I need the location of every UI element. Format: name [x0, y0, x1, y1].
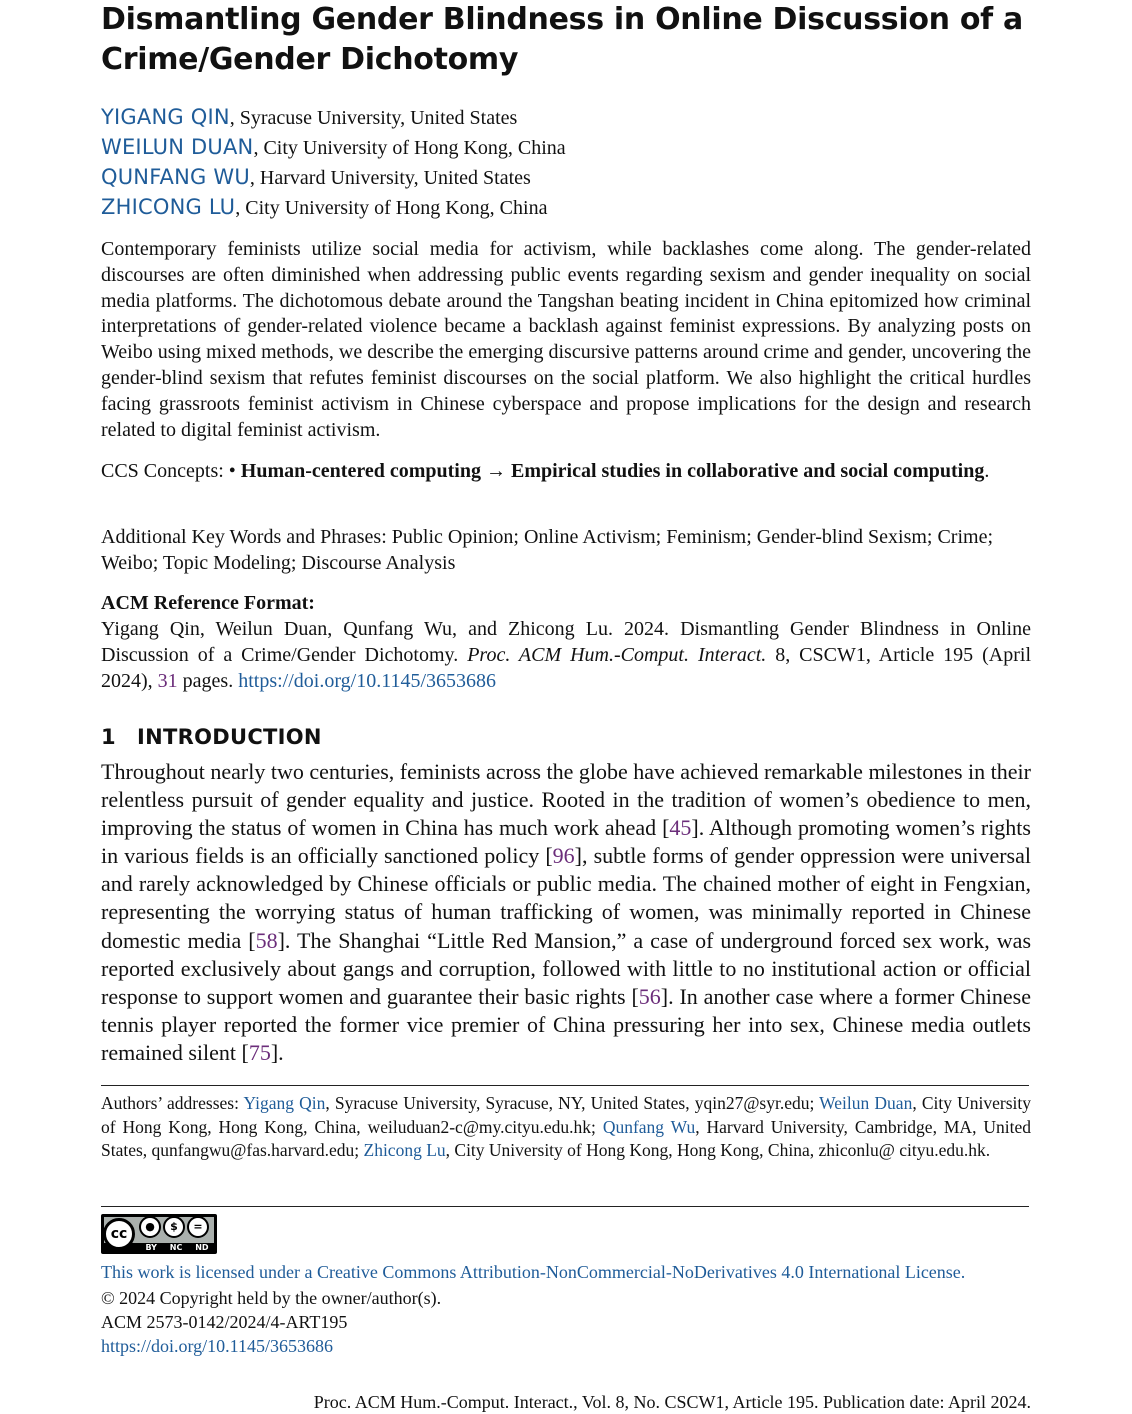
author-affiliation: , City University of Hong Kong, China [235, 197, 548, 219]
keywords [101, 524, 1031, 576]
keywords-label: Additional Key Words and Phrases: [101, 526, 392, 548]
acm-reference-format [101, 590, 1031, 694]
author-line [101, 162, 566, 192]
license-doi-link[interactable]: https://doi.org/10.1145/3653686 [101, 1336, 334, 1356]
copyright-notice: © 2024 Copyright held by the owner/author(s). [101, 1288, 442, 1308]
author-address-link[interactable]: Zhicong Lu [363, 1140, 446, 1161]
cc-nc-label: NC [169, 1243, 183, 1252]
section-number: 1 [101, 725, 116, 749]
citation-link[interactable]: 45 [669, 815, 692, 841]
cc-badge-labels [139, 1243, 215, 1253]
reference-doi-link[interactable]: https://doi.org/10.1145/3653686 [238, 670, 497, 692]
reference-heading: ACM Reference Format: [101, 592, 315, 614]
license-block [101, 1260, 1031, 1358]
citation-link[interactable]: 58 [255, 927, 278, 953]
acm-identifier: ACM 2573-0142/2024/4-ART195 [101, 1312, 348, 1332]
address-text: , Syracuse University, Syracuse, NY, United States, yqin27@syr.edu; [325, 1093, 820, 1113]
cc-by-nc-nd-badge-icon[interactable] [101, 1214, 217, 1254]
abstract: Contemporary feminists utilize social media for activism, while backlashes come along. The gender-related discourses are often diminished when addressing public events regarding sexism and gender inequality on social media platforms. The dichotomous debate around the Tangshan beating incident in China epitomized how criminal interpretations of gender-related violence became a backlash against feminist expressions. By analyzing posts on Weibo using mixed methods, we describe the emerging discursive patterns around crime and gender, uncovering the gender-blind sexism that refutes feminist discourses on the social platform. We also highlight the critical hurdles facing grassroots feminist activism in Chinese cyberspace and propose implications for the design and research related to digital feminist activism. [101, 238, 1031, 441]
cc-nd-label: ND [195, 1243, 209, 1252]
author-affiliation: , Syracuse University, United States [229, 107, 518, 129]
ccs-concepts [101, 458, 1031, 484]
intro-text: ], subtle forms of gender oppression were universal and rarely acknowledged by Chinese officials or public media. The chained mother of eight in Fengxian, representing the worrying status of human trafficking of women, was minimally reported in Chinese domestic media [ [101, 843, 1031, 953]
intro-text: ]. [270, 1039, 284, 1065]
citation-link[interactable]: 56 [638, 983, 661, 1009]
page-footer: Proc. ACM Hum.-Comput. Interact., Vol. 8, No. CSCW1, Article 195. Publication date: April 2024. [313, 1392, 1031, 1412]
section-title: INTRODUCTION [137, 725, 322, 749]
intro-text: ]. Although promoting women’s rights in various fields is an officially sanctioned policy [ [101, 815, 1031, 869]
paper-title: Dismantling Gender Blindness in Online Discussion of a Crime/Gender Dichotomy [101, 2, 1024, 77]
intro-text: Throughout nearly two centuries, feminists across the globe have achieved remarkable milestones in their relentless pursuit of gender equality and justice. Rooted in the tradition of women’s obedience to men, improving the status of women in China has much work ahead [ [101, 759, 1031, 841]
reference-text: Yigang Qin, Weilun Duan, Qunfang Wu, and Zhicong Lu. 2024. Dismantling Gender Blindness in Online Discussion of a Crime/Gender Dichotomy. [101, 618, 1031, 666]
intro-text: ]. The Shanghai “Little Red Mansion,” a case of underground forced sex work, was reported exclusively about gangs and corruption, followed with little to no institutional action or official response to support women and guarantee their basic rights [ [101, 927, 1032, 1009]
author-name[interactable]: ZHICONG LU [101, 195, 236, 219]
license-link[interactable]: This work is licensed under a Creative Commons Attribution-NonCommercial-NoDerivatives 4.0 International License. [101, 1262, 966, 1282]
citation-link[interactable]: 75 [248, 1039, 271, 1065]
address-text: , City University of Hong Kong, Hong Kong, China, weiluduan2-c@my.cityu.edu.hk; [101, 1093, 1031, 1137]
author-affiliation: , City University of Hong Kong, China [253, 137, 566, 159]
keywords-text: Public Opinion; Online Activism; Feminism; Gender-blind Sexism; Crime; Weibo; Topic Modeling; Discourse Analysis [101, 526, 994, 574]
section-heading [101, 722, 322, 752]
reference-pages-suffix: pages. [177, 670, 239, 692]
footnote-divider [101, 1085, 1029, 1086]
author-line [101, 102, 566, 132]
ccs-end: . [984, 460, 990, 482]
author-name[interactable]: YIGANG QIN [101, 105, 230, 129]
noncommercial-icon: $ [163, 1216, 185, 1238]
author-line [101, 132, 566, 162]
address-text: , Harvard University, Cambridge, MA, United States, qunfangwu@fas.harvard.edu; [101, 1116, 1031, 1161]
author-address-link[interactable]: Qunfang Wu [602, 1116, 696, 1137]
addresses-label: Authors’ addresses: [101, 1093, 244, 1113]
introduction-paragraph [101, 758, 1031, 1067]
cc-by-label: BY [145, 1243, 157, 1252]
author-address-link[interactable]: Yigang Qin [243, 1093, 326, 1113]
author-name[interactable]: WEILUN DUAN [101, 135, 254, 159]
intro-text: ]. In another case where a former Chinese tennis player reported the former vice premier of China pressuring her into sex, Chinese media outlets remained silent [ [101, 983, 1032, 1065]
address-text: , City University of Hong Kong, Hong Kong, China, zhiconlu@ cityu.edu.hk. [445, 1140, 991, 1161]
reference-details: 8, CSCW1, Article 195 (April 2024), [101, 644, 1032, 692]
ccs-concept-text: Human-centered computing → Empirical studies in collaborative and social computing [240, 460, 985, 482]
author-addresses [101, 1092, 1031, 1163]
reference-pages-link[interactable]: 31 [157, 670, 178, 692]
attribution-icon: ● [139, 1216, 161, 1238]
author-list [101, 102, 566, 222]
ccs-label: CCS Concepts: • [101, 460, 241, 482]
cc-icon: cc [103, 1218, 135, 1250]
reference-journal: Proc. ACM Hum.-Comput. Interact. [467, 644, 767, 666]
license-divider [101, 1206, 1029, 1207]
author-affiliation: , Harvard University, United States [249, 167, 531, 189]
noderivatives-icon: = [187, 1216, 209, 1238]
author-address-link[interactable]: Weilun Duan [819, 1093, 913, 1113]
author-name[interactable]: QUNFANG WU [101, 165, 250, 189]
author-line [101, 192, 566, 222]
citation-link[interactable]: 96 [552, 843, 575, 869]
